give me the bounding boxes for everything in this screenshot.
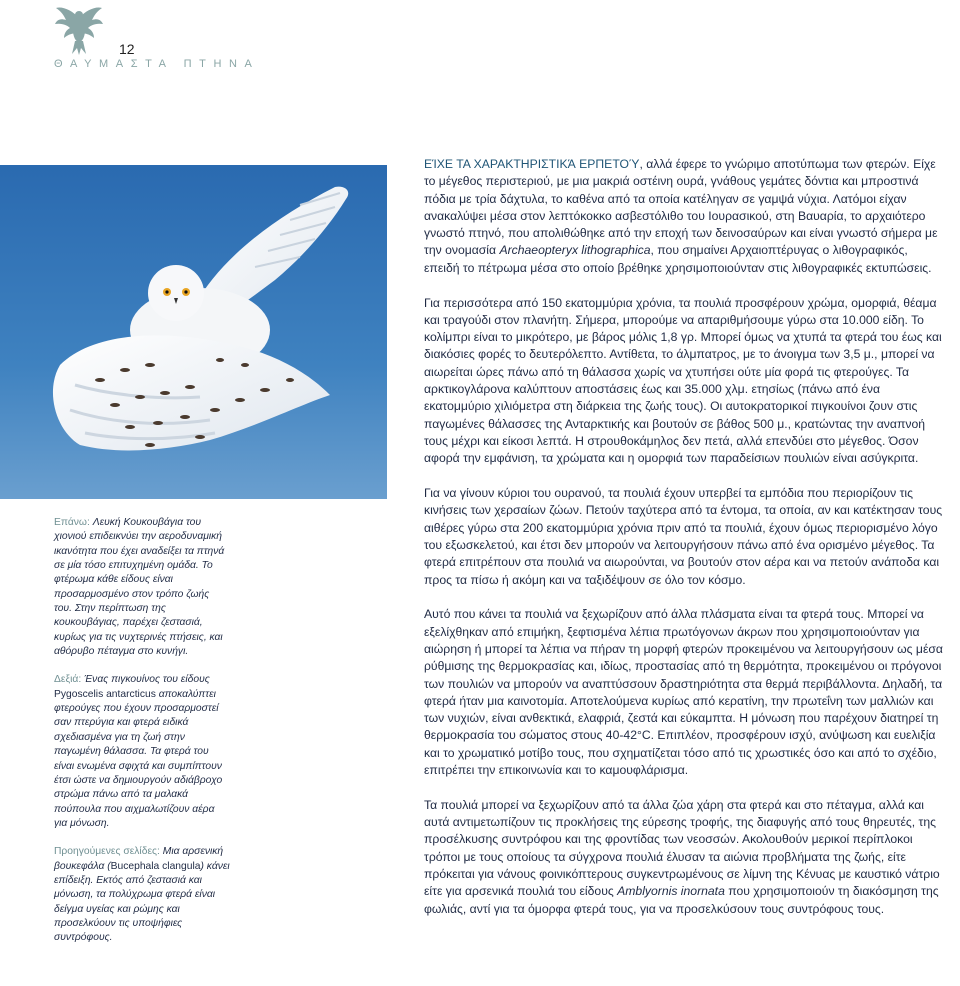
paragraph-3: Για να γίνουν κύριοι του ουρανού, τα πουλιά έχουν υπερβεί τα εμπόδια που περιορίζουν τις κινήσεις των χερσαίων ζώων. Πετούν ταχύτερα από τα έντομα, τα οποία, αν και κατέκτησαν τους αιθέρες γύρω στα 200 εκατομμύρια χρόνια πριν από τα πουλιά, έχουν όμως περιορισμένο λόγο του εξωσκελετού, και έτσι δεν μπορούν να λειτουργήσουν πάνω από ένα ορισμένο μέγεθος. Τα φτερά επιτρέπουν στα πουλιά να αιωρούνται, να βουτούν στον αέρα και να πετούν ανάποδα και προς τα πίσω ή ακόμη και να ταξιδέψουν σε όλο τον κόσμο. xyxy=(424,486,943,587)
paragraph-4: Αυτό που κάνει τα πουλιά να ξεχωρίζουν από άλλα πλάσματα είναι τα φτερά τους. Μπορεί να εξελίχθηκαν από επιμήκη, ξεφτισμένα λέπια πρωτόγονων άκρων που χρησιμοποιούνταν για αιώρηση ή μπορεί τα λέπια να πήραν τη μορφή φτερών προκειμένου να λειτουργήσουν ως μέσα ρύθμισης της θερμοκρασίας και, ιδίως, προστασίας από τη θερμότητα, προκειμένου οι πρόγονοι των πουλιών να μπορούν να αναπτύσσουν δραστηριότητα στα θερμά περιβάλλοντα. Δηλαδή, τα φτερά ήταν μια καινοτομία. Αποτελούμενα κυρίως από κερατίνη, την πρωτεΐνη των μαλλιών και των νυχιών, είναι ανθεκτικά, ελαφριά, ζεστά και εύκαμπτα. Η μόνωση που παρέχουν διατηρεί τη θερμοκρασία του σώματος στους 40-42°C. Επιπλέον, προσφέρουν ισχύ, ανύψωση και ευελιξία και το χρωματικό μοτίβο τους, που σχηματίζεται τόσο από τις χρωστικές όσο και από το σχέδιο, επιτρέπει την επικοινωνία και το καμουφλάρισμα. xyxy=(424,607,943,777)
smallcaps-lead: ΕΊΧΕ ΤΑ ΧΑΡΑΚΤΗΡΙΣΤΙΚΆ ΕΡΠΕΤΟΎ xyxy=(424,157,640,171)
caption-right: Δεξιά: Ένας πιγκουίνος του είδους Pygoscelis antarcticus αποκαλύπτει φτερούγες που έχουν προσαρμοστεί σαν πτερύγια και φτερά ειδικά σχεδιασμένα για τη ζωή στην παγωμένη θάλασσα. Τα φτερά του είναι ενωμένα σφιχτά και συμπίπτουν έτσι ώστε να δημιουργούν αδιάβροχο στρώμα πάνω από τα μαλακά πούπουλα που αιχμαλωτίζουν αέρα για μόνωση. xyxy=(54,674,223,829)
caption-top: Επάνω: Λευκή Κουκουβάγια του χιονιού επιδεικνύει την αεροδυναμική ικανότητα που έχει αναδείξει τα πτηνά σε μία τόσο επιτυχημένη ομάδα. Το φτέρωμα κάθε είδους είναι προσαρμοσμένο στον τρόπο ζωής του. Στην περίπτωση της κουκουβάγιας, παρέχει ζεστασιά, κυρίως για τις νυχτερινές πτήσεις, και αθόρυβο πέταγμα στο κυνήγι. xyxy=(54,517,225,658)
paragraph-1: ΕΊΧΕ ΤΑ ΧΑΡΑΚΤΗΡΙΣΤΙΚΆ ΕΡΠΕΤΟΎ, αλλά έφερε το γνώριμο αποτύπωμα των φτερών. Είχε το μέγεθος περιστεριού, με μια μακριά οστέινη ουρά, γνάθους γεμάτες δόντια και μπροστινά πόδια με τρία δάχτυλα, το καθένα από τα οποία κατέληγαν σε γαμψά νύχια. Λατόμοι είχαν ανακαλύψει μέσα στον λεπτόκοκκο ασβεστόλιθο του Ιουρασικού, στη Βαυαρία, το αρχαιότερο γνωστό πτηνό, που απολιθώθηκε από την εποχή των δεινοσαύρων και είναι γνωστό σήμερα με την ονομασία Archaeopteryx lithographica, που σημαίνει Αρχαιοπτέρυγας ο λιθογραφικός, επειδή το πέτρωμα μέσα στο οποίο βρέθηκε χρησιμοποιούνταν στις λιθογραφικές εκτυπώσεις. xyxy=(424,157,938,275)
paragraph-5: Τα πουλιά μπορεί να ξεχωρίζουν από τα άλλα ζώα χάρη στα φτερά και στο πέταγμα, αλλά και αυτά αντιμετωπίζουν τις προκλήσεις της εύρεσης τροφής, της διαφυγής από τους θηρευτές, της προσέλκυσης συντρόφου και της φροντίδας των νεοσσών. Ακολουθούν μερικοί περίπλοκοι τρόποι με τους οποίους τα σύγχρονα πουλιά έλυσαν τα αιώνια προβλήματα της ζωής, είτε πρόκειται για νάνους φοινικόπτερους συγκεντρωμένους σε λίμνη της Κένυας με καυστικό νάτριο είτε για αρσενικά πουλιά του είδους Amblyornis inornata που χρησιμοποιούν τη διακόσμηση της φωλιάς, αντί για τα όμορφα φτερά τους, για να προσελκύσουν τους συντρόφους τους. xyxy=(424,797,940,916)
running-title: ΘΑΥΜΑΣΤΑ ΠΤΗΝΑ xyxy=(54,58,260,70)
main-text xyxy=(424,156,944,935)
captions xyxy=(54,516,230,960)
caption-previous-pages: Προηγούμενες σελίδες: Μια αρσενική βουκεφάλα (Bucephala clangula) κάνει επίδειξη. Εκτός από ζεστασιά και μόνωση, τα πολύχρωμα φτερά είναι δείγμα υγείας και ρώμης και προσελκύουν τις υποψήφιες συντρόφους. xyxy=(54,846,230,944)
snowy-owl-photo xyxy=(0,165,387,499)
page-number: 12 xyxy=(119,41,135,57)
eagle-icon xyxy=(54,4,104,56)
paragraph-2: Για περισσότερα από 150 εκατομμύρια χρόνια, τα πουλιά προσφέρουν χρώμα, ομορφιά, θέαμα και τραγούδι στον πλανήτη. Σήμερα, μπορούμε να απαριθμήσουμε γύρω στα 10.000 είδη. Το κολίμπρι είναι το μικρότερο, με βάρος μόλις 1,8 γρ. Μπορεί όμως να χτυπά τα φτερά του έως και διακόσιες φορές το δευτερόλεπτο. Αντίθετα, το άλμπατρος, με το άνοιγμα των 3,5 μ., μπορεί να αιωρείται ώρες πάνω από τη θάλασσα χωρίς να χτυπήσει ούτε μία φορά τις φτερούγες. Τα αρκτικογλάρονα καλύπτουν αποστάσεις έως και 35.000 χλμ. ετησίως (πάνω από ένα εκατομμύριο χιλιόμετρα στη διάρκεια της ζωής τους). Οι αυτοκρατορικοί πιγκουίνοι ζουν στις παγωμένες θάλασσες της Ανταρκτικής και βουτούν σε βάθος 500 μ., κρατώντας την αναπνοή τους μέχρι και είκοσι λεπτά. Η στρουθοκάμηλος δεν πετά, αλλά επενδύει στο μέγεθος. Όσον αφορά την εμφάνιση, τα χρώματα και η ομορφιά των παραδείσιων πουλιών είναι ασύγκριτα. xyxy=(424,295,942,466)
